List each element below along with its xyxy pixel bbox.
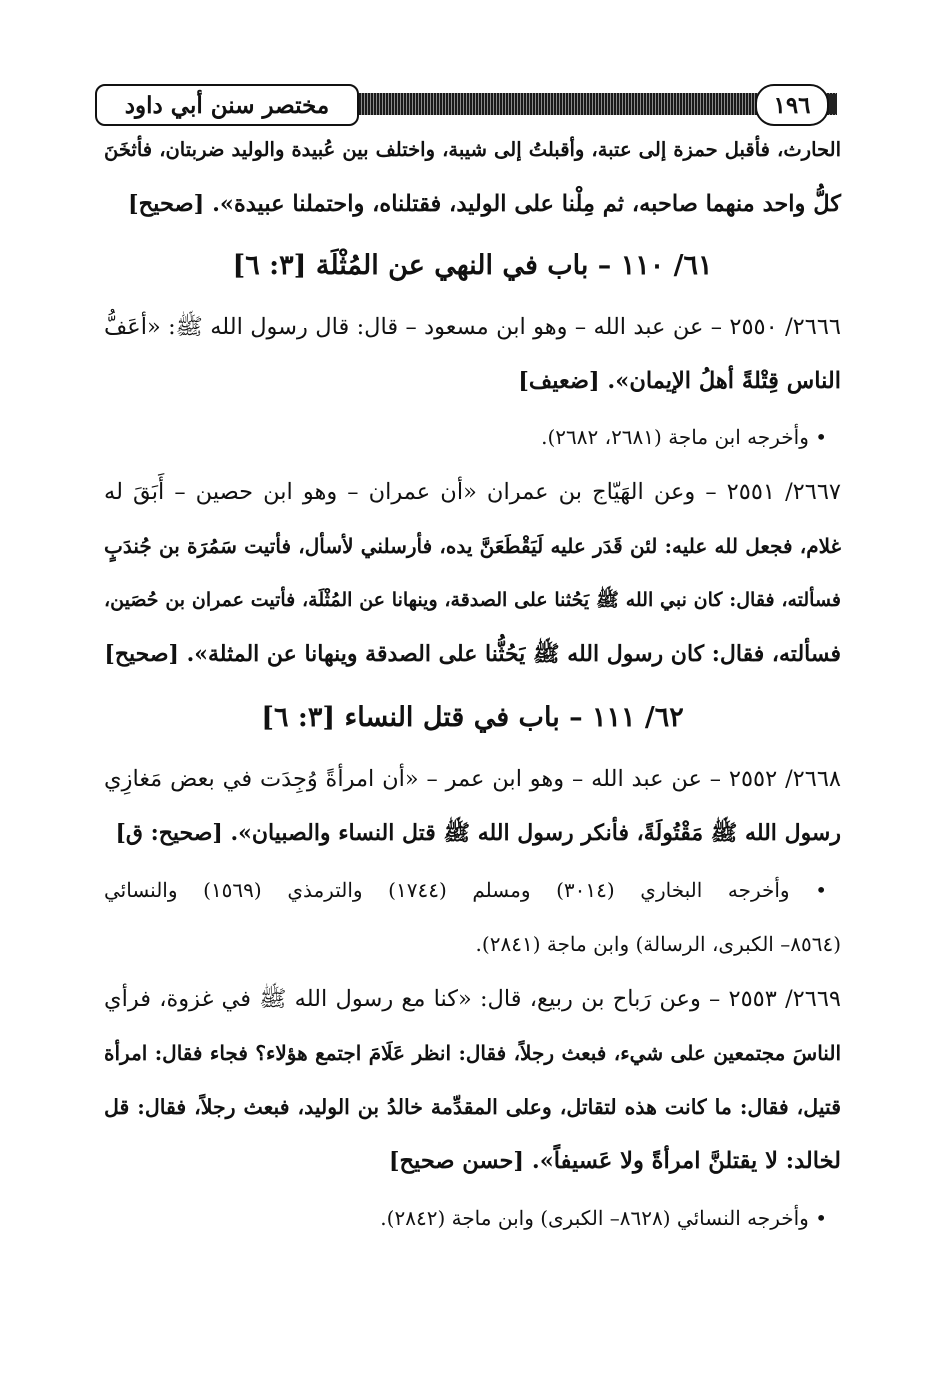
- page-number: ١٩٦: [755, 84, 829, 126]
- takhrij-note: • وأخرجه ابن ماجة (٢٦٨١، ٢٦٨٢).: [541, 425, 827, 449]
- takhrij-note: • وأخرجه النسائي (٨٦٢٨– الكبرى) وابن ماجة (٢٨٤٢).: [380, 1206, 827, 1230]
- hadith-line: غلام، فجعل لله عليه: لئن قَدَر عليه لَيَقْطَعَنَّ يده، فأرسلني لأسأل، فأتيت سَمُرَة بن جُندَبٍ: [104, 534, 841, 558]
- hadith-line: ٢٦٦٧/ ٢٥٥١ – وعن الهَيّاج بن عمران «أن عمران – وهو ابن حصين – أَبَقَ له: [104, 479, 842, 505]
- takhrij-note: (٨٥٦٤– الكبرى، الرسالة) وابن ماجة (٢٨٤١).: [475, 932, 841, 956]
- hadith-line: فسألته، فقال: كان نبي الله ﷺ يَحُثنا على الصدقة، وينهانا عن المُثْلَة، فأتيت عمران بن حُصَين،: [104, 589, 841, 611]
- hadith-line: الناسَ مجتمعين على شيء، فبعث رجلاً، فقال: انظر عَلَامَ اجتمع هؤلاء؟ فجاء فقال: امرأة: [104, 1041, 841, 1065]
- book-title: مختصر سنن أبي داود: [95, 84, 359, 126]
- chapter-heading: ٦٢/ ١١١ – باب في قتل النساء [٣: ٦]: [261, 702, 684, 733]
- text-line: الحارث، فأقبل حمزة إلى عتبة، وأقبلتُ إلى شيبة، واختلف بين عُبيدة والوليد ضربتان، فأثخَنَ: [104, 138, 841, 161]
- takhrij-note: • وأخرجه البخاري (٣٠١٤) ومسلم (١٧٤٤) والترمذي (١٥٦٩) والنسائي: [104, 878, 827, 902]
- hadith-line: قتيل، فقال: ما كانت هذه لتقاتل، وعلى المقدِّمة خالدُ بن الوليد، فبعث رجلاً، فقال: قل: [104, 1095, 841, 1119]
- hadith-line: ٢٦٦٦/ ٢٥٥٠ – عن عبد الله – وهو ابن مسعود – قال: قال رسول الله ﷺ: «أعَفُّ: [104, 314, 841, 340]
- hadith-line: الناس قِتْلةً أهلُ الإيمان». [ضعيف]: [518, 368, 841, 394]
- hadith-line: لخالد: لا يقتلنَّ امرأةً ولا عَسيفاً». [حسن صحيح]: [388, 1148, 841, 1174]
- hadith-line: ٢٦٦٩/ ٢٥٥٣ – وعن رَباح بن ربيع، قال: «كنا مع رسول الله ﷺ في غزوة، فرأي: [104, 986, 841, 1012]
- hadith-line: رسول الله ﷺ مَقْتُولَةً، فأنكر رسول الله ﷺ قتل النساء والصبيان». [صحيح: ق]: [115, 820, 841, 846]
- text-line: كلُّ واحد منهما صاحبه، ثم مِلْنا على الوليد، فقتلناه، واحتملنا عبيدة». [صحيح]: [128, 191, 841, 217]
- hadith-line: فسألته، فقال: كان رسول الله ﷺ يَحُثُّنا على الصدقة وينهانا عن المثلة». [صحيح]: [104, 641, 841, 667]
- chapter-heading: ٦١/ ١١٠ – باب في النهي عن المُثْلَة [٣: ٦]: [232, 250, 713, 281]
- hadith-line: ٢٦٦٨/ ٢٥٥٢ – عن عبد الله – وهو ابن عمر – «أن امرأةً وُجِدَت في بعض مَغازِي: [104, 766, 841, 792]
